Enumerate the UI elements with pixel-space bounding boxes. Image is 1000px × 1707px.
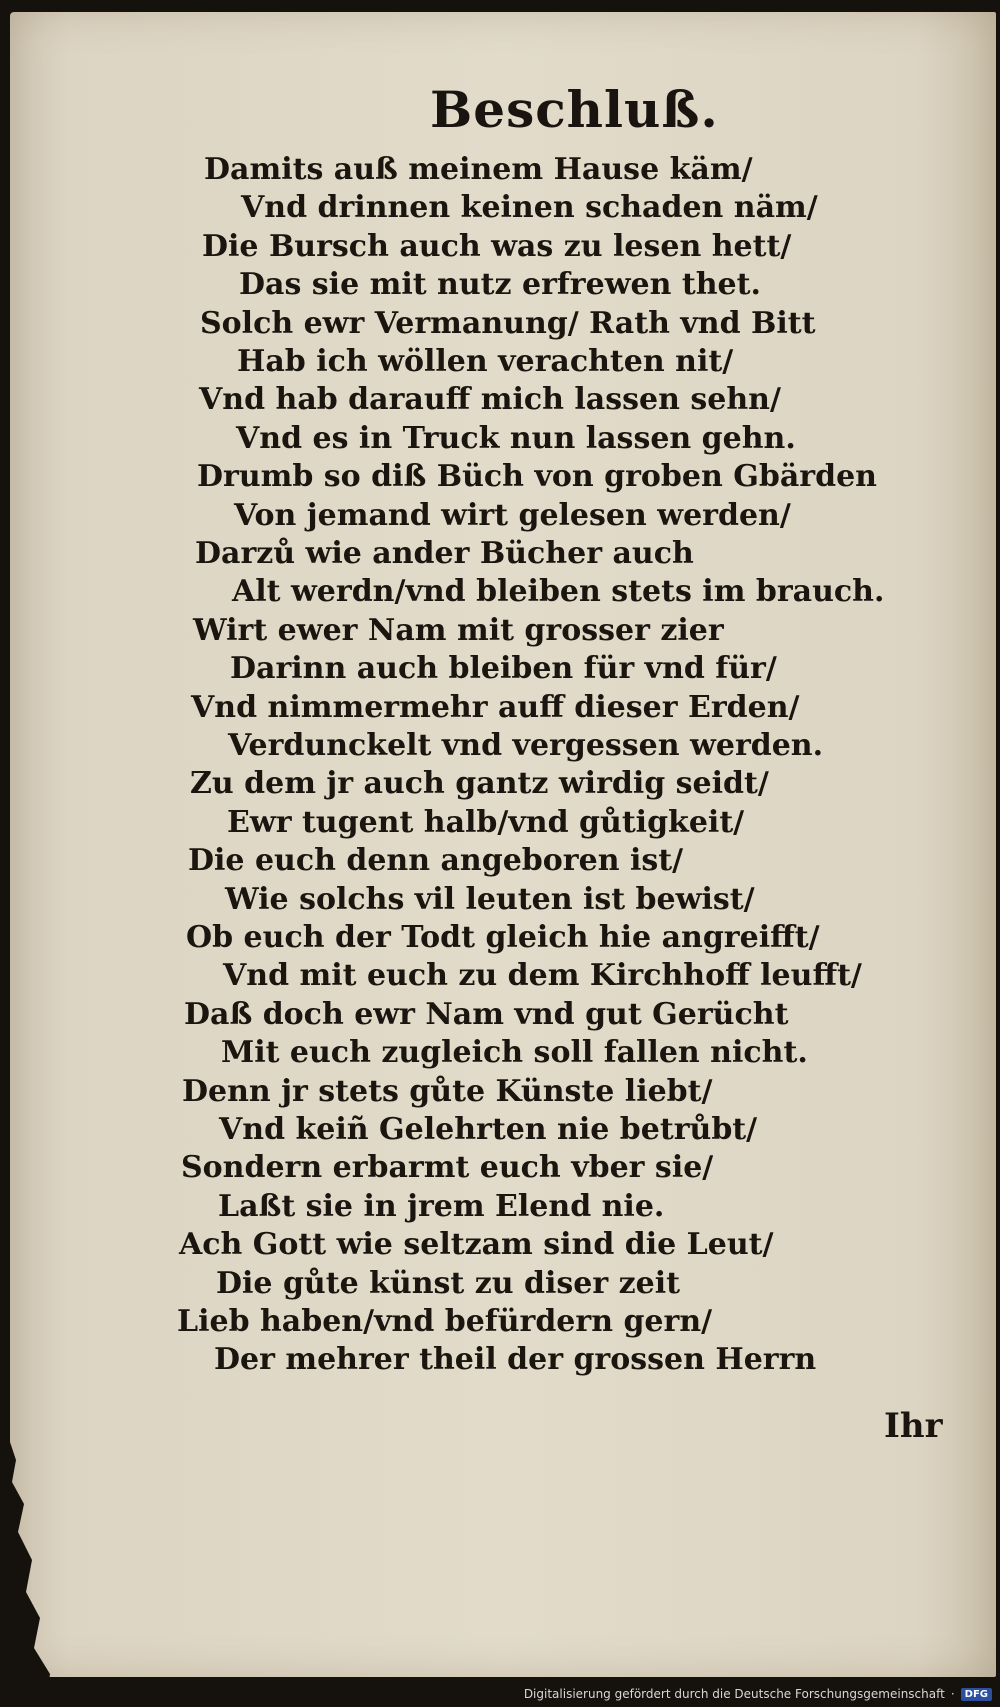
verse-line: Der mehrer theil der grossen Herrn — [214, 1342, 817, 1377]
verse-line: Die Bursch auch was zu lesen hett/ — [202, 229, 792, 264]
verse-line: Vnd hab darauff mich lassen sehn/ — [199, 382, 781, 417]
verse-line: Ewr tugent halb/vnd gůtigkeit/ — [227, 805, 745, 840]
verse-line: Mit euch zugleich soll fallen nicht. — [221, 1035, 808, 1070]
credit-separator: · — [950, 1687, 955, 1701]
verse-line: Zu dem jr auch gantz wirdig seidt/ — [190, 766, 769, 801]
verse-line: Vnd drinnen keinen schaden näm/ — [241, 190, 818, 225]
verse-line: Von jemand wirt gelesen werden/ — [234, 498, 791, 533]
verse-line: Darinn auch bleiben für vnd für/ — [230, 651, 777, 686]
verse-line: Darzů wie ander Bücher auch — [195, 536, 694, 571]
verse-line: Damits auß meinem Hause käm/ — [204, 152, 753, 187]
verse-line: Drumb so diß Büch von groben Gbärden — [197, 459, 877, 494]
verse-line: Vnd es in Truck nun lassen gehn. — [236, 421, 796, 456]
verse-line: Daß doch ewr Nam vnd gut Gerücht — [184, 997, 789, 1032]
verse-line: Vnd keiñ Gelehrten nie betrůbt/ — [219, 1112, 758, 1147]
verse-line: Ach Gott wie seltzam sind die Leut/ — [179, 1227, 774, 1262]
page-title: Beschluß. — [430, 80, 719, 139]
verse-line: Verdunckelt vnd vergessen werden. — [228, 728, 824, 763]
verse-line: Die gůte künst zu diser zeit — [216, 1266, 680, 1301]
verse-line: Wirt ewer Nam mit grosser zier — [193, 613, 724, 648]
dfg-logo: DFG — [961, 1688, 992, 1701]
verse-line: Das sie mit nutz erfrewen thet. — [239, 267, 761, 302]
verse-line: Alt werdn/vnd bleiben stets im brauch. — [232, 574, 885, 609]
footer-credit — [524, 1683, 992, 1705]
credit-text: Digitalisierung gefördert durch die Deutsche Forschungsgemeinschaft — [523, 1687, 945, 1701]
verse-line: Vnd nimmermehr auff dieser Erden/ — [191, 690, 800, 725]
verse-line: Laßt sie in jrem Elend nie. — [218, 1189, 665, 1224]
verse-line: Denn jr stets gůte Künste liebt/ — [182, 1074, 713, 1109]
catchword: Ihr — [884, 1406, 943, 1446]
book-page — [10, 12, 996, 1677]
verse-line: Sondern erbarmt euch vber sie/ — [181, 1150, 714, 1185]
verse-line: Ob euch der Todt gleich hie angreifft/ — [186, 920, 820, 955]
verse-line: Vnd mit euch zu dem Kirchhoff leufft/ — [223, 958, 862, 993]
verse-line: Wie solchs vil leuten ist bewist/ — [225, 882, 755, 917]
torn-page-edge — [10, 1442, 90, 1702]
verse-line: Hab ich wöllen verachten nit/ — [237, 344, 734, 379]
verse-line: Die euch denn angeboren ist/ — [188, 843, 684, 878]
verse-line: Lieb haben/vnd befürdern gern/ — [177, 1304, 713, 1339]
verse-line: Solch ewr Vermanung/ Rath vnd Bitt — [200, 306, 816, 341]
